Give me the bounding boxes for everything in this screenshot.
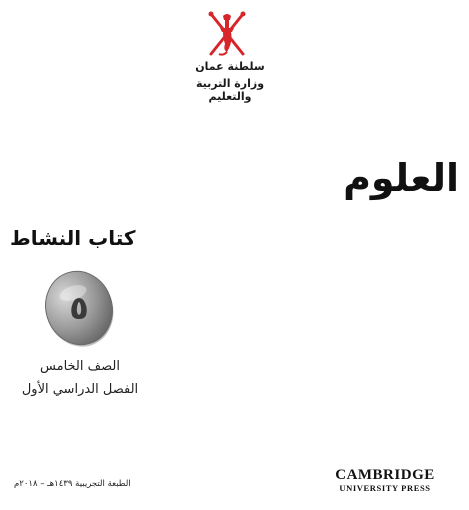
publisher-logo bbox=[332, 467, 438, 493]
book-type-title: كتاب النشاط bbox=[10, 226, 136, 250]
grade-label: الصف الخامس bbox=[40, 359, 120, 374]
grade-number-badge bbox=[43, 267, 117, 349]
ministry-name-line2: وزارة التربية والتعليم bbox=[195, 77, 265, 103]
semester-label: الفصل الدراسي الأول bbox=[21, 382, 139, 397]
edition-note: الطبعة التجريبية ١٤٣٩هـ – ٢٠١٨م bbox=[14, 479, 131, 489]
subject-title: العلوم bbox=[343, 156, 459, 200]
publisher-name: CAMBRIDGE bbox=[335, 467, 435, 483]
ministry-name-line1: سلطنة عمان bbox=[195, 60, 265, 73]
oman-national-emblem-icon bbox=[203, 10, 251, 60]
grade-number: ٥ bbox=[69, 289, 89, 327]
publisher-subtitle: UNIVERSITY PRESS bbox=[339, 483, 431, 493]
